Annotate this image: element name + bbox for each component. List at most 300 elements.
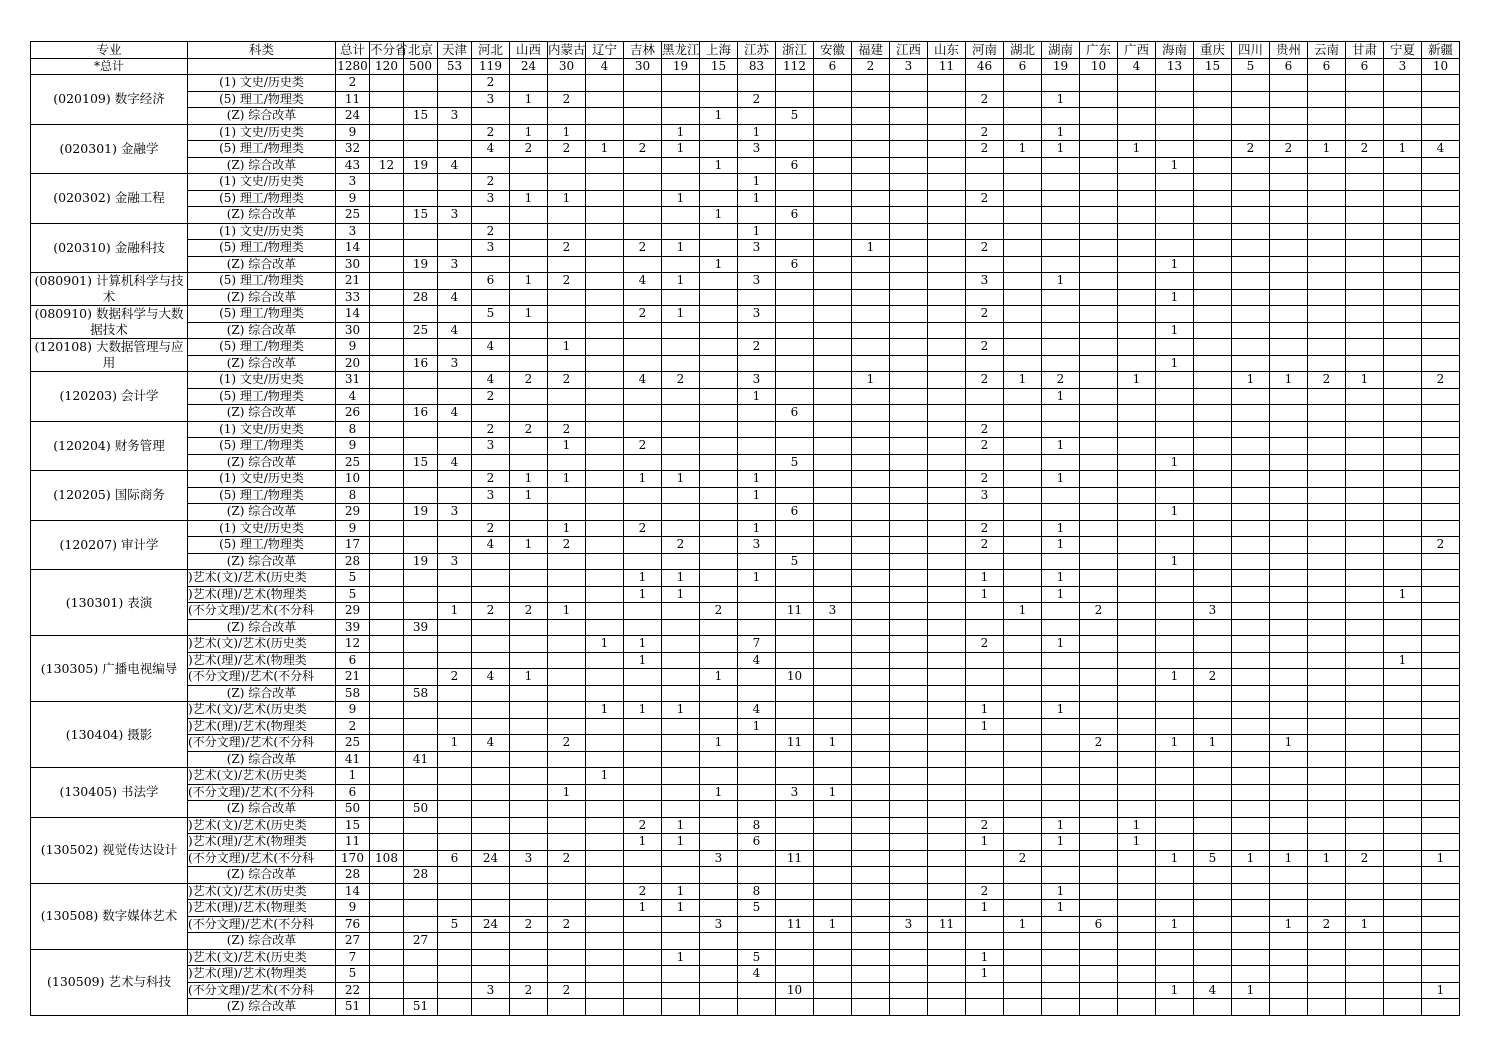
- count-cell: [776, 751, 814, 768]
- count-cell: [1118, 339, 1156, 356]
- count-cell: [814, 487, 852, 504]
- count-cell: [1118, 207, 1156, 224]
- count-cell: [966, 652, 1004, 669]
- count-cell: [404, 702, 438, 719]
- count-cell: [624, 784, 662, 801]
- count-cell: [624, 619, 662, 636]
- table-row: [31, 603, 1460, 620]
- count-cell: [662, 520, 700, 537]
- count-cell: [776, 817, 814, 834]
- count-cell: [586, 933, 624, 950]
- subject-cell: )艺术(文)/艺术(历史类: [188, 702, 336, 719]
- count-cell: 1: [1156, 157, 1194, 174]
- count-cell: 15: [404, 108, 438, 125]
- count-cell: [966, 685, 1004, 702]
- count-cell: 17: [336, 537, 370, 554]
- count-cell: [928, 504, 966, 521]
- count-cell: [1308, 982, 1346, 999]
- count-cell: [1384, 718, 1422, 735]
- count-cell: [370, 471, 404, 488]
- count-cell: 2: [472, 174, 510, 191]
- count-cell: [438, 966, 472, 983]
- count-cell: 1: [1042, 570, 1080, 587]
- count-cell: [1346, 619, 1384, 636]
- count-cell: [1194, 256, 1232, 273]
- table-row: [31, 421, 1460, 438]
- count-cell: 1: [1156, 454, 1194, 471]
- count-cell: 1: [1156, 256, 1194, 273]
- count-cell: [1042, 256, 1080, 273]
- count-cell: [700, 718, 738, 735]
- count-cell: [700, 421, 738, 438]
- count-cell: 51: [336, 999, 370, 1016]
- count-cell: [1384, 306, 1422, 323]
- count-cell: [1004, 207, 1042, 224]
- count-cell: [928, 421, 966, 438]
- count-cell: [624, 537, 662, 554]
- count-cell: [1194, 273, 1232, 290]
- count-cell: [438, 636, 472, 653]
- table-row: [31, 570, 1460, 587]
- count-cell: [814, 405, 852, 422]
- count-cell: [1004, 388, 1042, 405]
- count-cell: [1346, 207, 1384, 224]
- count-cell: [1042, 652, 1080, 669]
- count-cell: [1156, 652, 1194, 669]
- count-cell: [586, 421, 624, 438]
- count-cell: [548, 900, 586, 917]
- subject-cell: (Z) 综合改革: [188, 405, 336, 422]
- count-cell: [738, 982, 776, 999]
- count-cell: [662, 652, 700, 669]
- count-cell: 3: [472, 91, 510, 108]
- count-cell: 2: [548, 850, 586, 867]
- count-cell: [1118, 421, 1156, 438]
- count-cell: [1004, 91, 1042, 108]
- count-cell: [586, 108, 624, 125]
- count-cell: [1042, 619, 1080, 636]
- count-cell: [814, 471, 852, 488]
- count-cell: [510, 586, 548, 603]
- count-cell: [852, 966, 890, 983]
- count-cell: [1194, 388, 1232, 405]
- count-cell: [370, 405, 404, 422]
- count-cell: [472, 702, 510, 719]
- count-cell: [1422, 306, 1460, 323]
- count-cell: 3: [438, 207, 472, 224]
- count-cell: [438, 471, 472, 488]
- count-cell: [1346, 900, 1384, 917]
- count-cell: [1232, 256, 1270, 273]
- count-cell: [1308, 421, 1346, 438]
- count-cell: 1: [662, 883, 700, 900]
- count-cell: [1384, 867, 1422, 884]
- column-header: 河南: [966, 42, 1004, 59]
- count-cell: 4: [738, 702, 776, 719]
- count-cell: 3: [472, 240, 510, 257]
- count-cell: [1346, 768, 1384, 785]
- count-cell: [928, 207, 966, 224]
- count-cell: [1118, 306, 1156, 323]
- count-cell: [370, 141, 404, 158]
- count-cell: [814, 157, 852, 174]
- count-cell: [586, 223, 624, 240]
- count-cell: [1346, 256, 1384, 273]
- count-cell: [510, 636, 548, 653]
- count-cell: [1270, 75, 1308, 92]
- count-cell: 1: [700, 157, 738, 174]
- count-cell: [1156, 339, 1194, 356]
- count-cell: [1346, 834, 1384, 851]
- count-cell: [1080, 718, 1118, 735]
- count-cell: 1: [1118, 834, 1156, 851]
- count-cell: 1: [438, 603, 472, 620]
- count-cell: [1004, 768, 1042, 785]
- count-cell: [700, 900, 738, 917]
- count-cell: [1308, 537, 1346, 554]
- count-cell: [472, 570, 510, 587]
- count-cell: [814, 454, 852, 471]
- count-cell: 1: [1042, 91, 1080, 108]
- count-cell: 2: [700, 603, 738, 620]
- column-header: 贵州: [1270, 42, 1308, 59]
- count-cell: [814, 273, 852, 290]
- subject-cell: (Z) 综合改革: [188, 801, 336, 818]
- count-cell: [928, 273, 966, 290]
- count-cell: [1308, 438, 1346, 455]
- subject-cell: (5) 理工/物理类: [188, 190, 336, 207]
- count-cell: 6: [472, 273, 510, 290]
- count-cell: [1232, 108, 1270, 125]
- count-cell: [890, 223, 928, 240]
- count-cell: 12: [370, 157, 404, 174]
- column-header: 总计: [336, 42, 370, 59]
- count-cell: [548, 289, 586, 306]
- count-cell: [370, 702, 404, 719]
- count-cell: [586, 834, 624, 851]
- count-cell: [438, 372, 472, 389]
- count-cell: [890, 207, 928, 224]
- count-cell: [928, 306, 966, 323]
- count-cell: [510, 339, 548, 356]
- count-cell: 16: [404, 405, 438, 422]
- count-cell: [700, 190, 738, 207]
- count-cell: [1004, 339, 1042, 356]
- subject-cell: (不分文理)/艺术(不分科: [188, 916, 336, 933]
- count-cell: [404, 570, 438, 587]
- count-cell: 2: [1346, 850, 1384, 867]
- count-cell: 4: [438, 289, 472, 306]
- count-cell: [928, 586, 966, 603]
- count-cell: 20: [336, 355, 370, 372]
- count-cell: [1194, 174, 1232, 191]
- table-row: [31, 520, 1460, 537]
- count-cell: [1080, 141, 1118, 158]
- count-cell: 33: [336, 289, 370, 306]
- count-cell: [738, 504, 776, 521]
- count-cell: [928, 124, 966, 141]
- count-cell: [1346, 190, 1384, 207]
- table-row: [31, 240, 1460, 257]
- count-cell: [966, 322, 1004, 339]
- count-cell: [662, 487, 700, 504]
- count-cell: [890, 388, 928, 405]
- count-cell: [1080, 553, 1118, 570]
- table-row: [31, 322, 1460, 339]
- count-cell: 1: [1232, 850, 1270, 867]
- count-cell: [586, 537, 624, 554]
- count-cell: [1232, 405, 1270, 422]
- count-cell: [1156, 273, 1194, 290]
- count-cell: [586, 487, 624, 504]
- count-cell: [1384, 289, 1422, 306]
- count-cell: [1118, 916, 1156, 933]
- count-cell: [662, 289, 700, 306]
- count-cell: [1118, 850, 1156, 867]
- count-cell: 2: [966, 471, 1004, 488]
- count-cell: [1422, 784, 1460, 801]
- count-cell: [1232, 520, 1270, 537]
- table-row: [31, 157, 1460, 174]
- count-cell: [1004, 223, 1042, 240]
- count-cell: [1346, 652, 1384, 669]
- count-cell: [890, 537, 928, 554]
- count-cell: [852, 933, 890, 950]
- total-cell: 120: [370, 58, 404, 75]
- count-cell: [890, 405, 928, 422]
- count-cell: [1156, 867, 1194, 884]
- count-cell: [1194, 207, 1232, 224]
- count-cell: [1156, 306, 1194, 323]
- major-name-cell: (130502) 视觉传达设计: [31, 817, 188, 883]
- table-row: [31, 817, 1460, 834]
- count-cell: [852, 174, 890, 191]
- count-cell: [586, 669, 624, 686]
- count-cell: [700, 685, 738, 702]
- table-row: [31, 273, 1460, 290]
- count-cell: [814, 619, 852, 636]
- count-cell: [662, 223, 700, 240]
- count-cell: [404, 966, 438, 983]
- count-cell: 4: [738, 652, 776, 669]
- count-cell: 4: [738, 966, 776, 983]
- count-cell: [370, 289, 404, 306]
- count-cell: [404, 438, 438, 455]
- count-cell: [1384, 801, 1422, 818]
- count-cell: [852, 273, 890, 290]
- count-cell: [1156, 949, 1194, 966]
- count-cell: 10: [336, 471, 370, 488]
- count-cell: [1422, 355, 1460, 372]
- column-header: 山西: [510, 42, 548, 59]
- total-cell: 6: [1270, 58, 1308, 75]
- count-cell: [1080, 702, 1118, 719]
- count-cell: [1384, 471, 1422, 488]
- count-cell: [586, 273, 624, 290]
- count-cell: [814, 817, 852, 834]
- count-cell: 1: [624, 570, 662, 587]
- count-cell: 2: [1422, 372, 1460, 389]
- count-cell: [1118, 702, 1156, 719]
- count-cell: [1270, 784, 1308, 801]
- count-cell: [1118, 883, 1156, 900]
- count-cell: [966, 619, 1004, 636]
- count-cell: [1346, 982, 1384, 999]
- count-cell: [776, 619, 814, 636]
- count-cell: [370, 867, 404, 884]
- count-cell: [1422, 520, 1460, 537]
- subject-cell: )艺术(理)/艺术(物理类: [188, 652, 336, 669]
- count-cell: [510, 520, 548, 537]
- count-cell: [776, 487, 814, 504]
- count-cell: 2: [548, 240, 586, 257]
- count-cell: [1270, 174, 1308, 191]
- count-cell: [1194, 570, 1232, 587]
- count-cell: [370, 669, 404, 686]
- count-cell: [1422, 586, 1460, 603]
- count-cell: 3: [738, 306, 776, 323]
- count-cell: [1042, 603, 1080, 620]
- count-cell: [776, 834, 814, 851]
- count-cell: [1232, 652, 1270, 669]
- count-cell: [624, 124, 662, 141]
- count-cell: [1270, 108, 1308, 125]
- count-cell: 1: [1042, 141, 1080, 158]
- count-cell: 39: [336, 619, 370, 636]
- count-cell: 41: [336, 751, 370, 768]
- count-cell: [852, 636, 890, 653]
- count-cell: 2: [738, 339, 776, 356]
- count-cell: [776, 372, 814, 389]
- count-cell: [370, 834, 404, 851]
- count-cell: [404, 421, 438, 438]
- count-cell: [510, 883, 548, 900]
- count-cell: [814, 933, 852, 950]
- subject-cell: (不分文理)/艺术(不分科: [188, 850, 336, 867]
- count-cell: [1384, 916, 1422, 933]
- count-cell: [1346, 273, 1384, 290]
- count-cell: [1004, 124, 1042, 141]
- count-cell: [814, 537, 852, 554]
- column-header: 云南: [1308, 42, 1346, 59]
- subject-cell: (1) 文史/历史类: [188, 372, 336, 389]
- count-cell: [1194, 471, 1232, 488]
- count-cell: 2: [510, 916, 548, 933]
- count-cell: 1: [1270, 850, 1308, 867]
- count-cell: [700, 867, 738, 884]
- count-cell: [548, 619, 586, 636]
- count-cell: [738, 735, 776, 752]
- count-cell: [1422, 273, 1460, 290]
- count-cell: 2: [1080, 735, 1118, 752]
- count-cell: 28: [336, 867, 370, 884]
- count-cell: [1118, 570, 1156, 587]
- count-cell: 3: [738, 240, 776, 257]
- count-cell: [472, 834, 510, 851]
- count-cell: [662, 438, 700, 455]
- count-cell: [624, 339, 662, 356]
- count-cell: 3: [966, 273, 1004, 290]
- count-cell: 1: [662, 900, 700, 917]
- count-cell: [1346, 124, 1384, 141]
- count-cell: [890, 273, 928, 290]
- count-cell: 2: [548, 537, 586, 554]
- count-cell: [852, 900, 890, 917]
- count-cell: [624, 933, 662, 950]
- count-cell: [1042, 306, 1080, 323]
- count-cell: [548, 867, 586, 884]
- count-cell: [928, 850, 966, 867]
- count-cell: [662, 108, 700, 125]
- count-cell: [1004, 454, 1042, 471]
- count-cell: [1346, 520, 1384, 537]
- subject-cell: (不分文理)/艺术(不分科: [188, 784, 336, 801]
- column-header: 安徽: [814, 42, 852, 59]
- count-cell: [370, 916, 404, 933]
- count-cell: [1384, 322, 1422, 339]
- count-cell: [586, 91, 624, 108]
- count-cell: [1156, 768, 1194, 785]
- count-cell: [738, 586, 776, 603]
- count-cell: [928, 471, 966, 488]
- subject-cell: (Z) 综合改革: [188, 207, 336, 224]
- count-cell: 1: [662, 190, 700, 207]
- column-header: 内蒙古: [548, 42, 586, 58]
- count-cell: [1004, 735, 1042, 752]
- count-cell: [1422, 652, 1460, 669]
- subject-cell: (5) 理工/物理类: [188, 306, 336, 323]
- count-cell: [510, 784, 548, 801]
- count-cell: [548, 570, 586, 587]
- count-cell: [370, 306, 404, 323]
- column-header: 湖北: [1004, 42, 1042, 59]
- count-cell: [1004, 883, 1042, 900]
- count-cell: [1080, 801, 1118, 818]
- subject-cell: (1) 文史/历史类: [188, 421, 336, 438]
- count-cell: [776, 685, 814, 702]
- subject-cell: (5) 理工/物理类: [188, 240, 336, 257]
- count-cell: [852, 718, 890, 735]
- count-cell: [1042, 223, 1080, 240]
- count-cell: [1156, 124, 1194, 141]
- count-cell: [738, 454, 776, 471]
- count-cell: [472, 636, 510, 653]
- count-cell: [1004, 240, 1042, 257]
- total-cell: 10: [1422, 58, 1460, 75]
- count-cell: [624, 999, 662, 1016]
- count-cell: [1156, 966, 1194, 983]
- count-cell: 5: [776, 553, 814, 570]
- count-cell: [1042, 108, 1080, 125]
- count-cell: [586, 801, 624, 818]
- count-cell: [370, 355, 404, 372]
- count-cell: 1: [738, 190, 776, 207]
- count-cell: [1042, 768, 1080, 785]
- count-cell: [928, 982, 966, 999]
- count-cell: 11: [776, 603, 814, 620]
- count-cell: [1004, 504, 1042, 521]
- count-cell: [1384, 108, 1422, 125]
- count-cell: [1194, 223, 1232, 240]
- count-cell: [586, 850, 624, 867]
- column-header: 江苏: [738, 42, 776, 59]
- count-cell: [1346, 487, 1384, 504]
- count-cell: [1270, 966, 1308, 983]
- count-cell: [1232, 124, 1270, 141]
- count-cell: 2: [1004, 850, 1042, 867]
- count-cell: [1384, 157, 1422, 174]
- count-cell: [966, 207, 1004, 224]
